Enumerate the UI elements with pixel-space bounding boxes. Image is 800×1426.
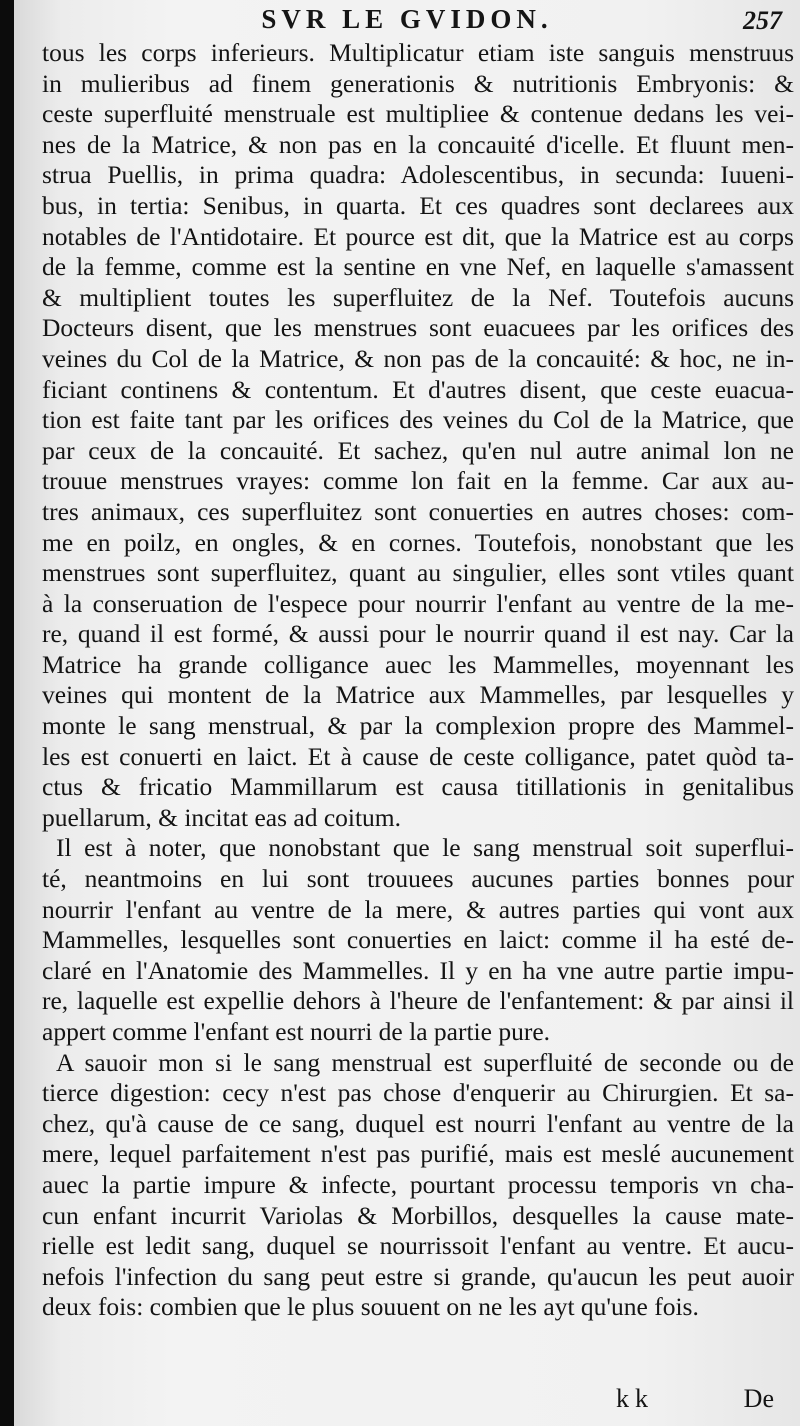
text-line: deux fois: combien que le plus souuent on ne les ayt qu'une fois. [42, 1292, 699, 1322]
text-line: de la femme, comme est la sentine en vne Nef, en laquelle s'amassent [42, 252, 794, 282]
text-line: me en poilz, en ongles, & en cornes. Toutefois, nonobstant que les [42, 527, 794, 557]
text-line: re, quand il est formé, & aussi pour le nourrir quand il est nay. Car la [42, 619, 794, 649]
text-line: par ceux de la concauité. Et sachez, qu'en nul autre animal lon ne [42, 435, 794, 465]
page-footer [42, 1384, 794, 1418]
running-title: SVR LE GVIDON. [261, 4, 553, 34]
page-number: 257 [743, 6, 782, 35]
book-page [14, 0, 800, 1426]
body-text [42, 38, 794, 1323]
text-line: A sauoir mon si le sang menstrual est superfluité de seconde ou de [56, 1047, 794, 1077]
page-header [14, 4, 800, 40]
text-line: ctus & fricatio Mammillarum est causa titillationis in genitalibus [42, 772, 794, 802]
text-line: in mulieribus ad finem generationis & nutritionis Embryonis: & [42, 68, 794, 98]
text-line: claré en l'Anatomie des Mammelles. Il y en ha vne autre partie impu- [42, 955, 794, 985]
text-line: puellarum, & incitat eas ad coitum. [42, 802, 402, 832]
text-line: tous les corps inferieurs. Multiplicatur etiam iste sanguis menstruus [42, 38, 794, 67]
text-line: tion est faite tant par les orifices des veines du Col de la Matrice, que [42, 405, 794, 435]
text-line: menstrues sont superfluitez, quant au singulier, elles sont vtiles quant [42, 558, 794, 588]
text-line: à la conseruation de l'espece pour nourrir l'enfant au ventre de la me- [42, 588, 794, 618]
text-line: les est conuerti en laict. Et à cause de ceste colligance, patet quòd ta- [42, 741, 794, 771]
text-line: nefois l'infection du sang peut estre si grande, qu'aucun les peut auoir [42, 1261, 794, 1291]
text-line: tierce digestion: cecy n'est pas chose d'enquerir au Chirurgien. Et sa- [42, 1078, 794, 1108]
text-line: appert comme l'enfant est nourri de la partie pure. [42, 1017, 551, 1046]
text-line: ficiant continens & contentum. Et d'autres disent, que ceste euacua- [42, 374, 794, 404]
text-line: veines du Col de la Matrice, & non pas de la concauité: & hoc, ne in- [42, 343, 794, 373]
text-line: strua Puellis, in prima quadra: Adolescentibus, in secunda: Iuueni- [42, 160, 794, 190]
text-line: Matrice ha grande colligance auec les Mammelles, moyennant les [42, 649, 794, 679]
text-line: rielle est ledit sang, duquel se nourrissoit l'enfant au ventre. Et aucu- [42, 1231, 794, 1261]
text-line: mere, lequel parfaitement n'est pas purifié, mais est meslé aucunement [42, 1139, 794, 1169]
text-line: monte le sang menstrual, & par la complexion propre des Mammel- [42, 711, 794, 741]
text-line: re, laquelle est expellie dehors à l'heure de l'enfantement: & par ainsi il [42, 986, 794, 1016]
text-line: Docteurs disent, que les menstrues sont euacuees par les orifices des [42, 313, 794, 343]
text-line: notables de l'Antidotaire. Et pource est dit, que la Matrice est au corps [42, 221, 794, 251]
text-line: bus, in tertia: Senibus, in quarta. Et ces quadres sont declarees aux [42, 190, 794, 220]
text-line: trouue menstrues vrayes: comme lon fait en la femme. Car aux au- [42, 466, 794, 496]
text-line: cun enfant incurrit Variolas & Morbillos, desquelles la cause mate- [42, 1200, 794, 1230]
text-line: Il est à noter, que nonobstant que le sang menstrual soit superflui- [56, 833, 794, 863]
text-line: auec la partie impure & infecte, pourtant processu temporis vn cha- [42, 1169, 794, 1199]
text-line: ceste superfluité menstruale est multipliee & contenue dedans les vei- [42, 99, 794, 129]
text-line: tres animaux, ces superfluitez sont conuerties en autres choses: com- [42, 496, 794, 526]
signature-mark: kk [616, 1384, 654, 1413]
text-line: & multiplient toutes les superfluitez de la Nef. Toutefois aucuns [42, 282, 794, 312]
text-line: chez, qu'à cause de ce sang, duquel est nourri l'enfant au ventre de la [42, 1108, 794, 1138]
text-line: nourrir l'enfant au ventre de la mere, & autres parties qui vont aux [42, 894, 794, 924]
text-line: veines qui montent de la Matrice aux Mammelles, par lesquelles y [42, 680, 794, 710]
text-line: nes de la Matrice, & non pas en la concauité d'icelle. Et fluunt men- [42, 129, 794, 159]
catchword: De [743, 1384, 774, 1413]
text-line: Mammelles, lesquelles sont conuerties en laict: comme il ha esté de- [42, 925, 794, 955]
text-line: té, neantmoins en lui sont trouuees aucunes parties bonnes pour [42, 864, 794, 894]
